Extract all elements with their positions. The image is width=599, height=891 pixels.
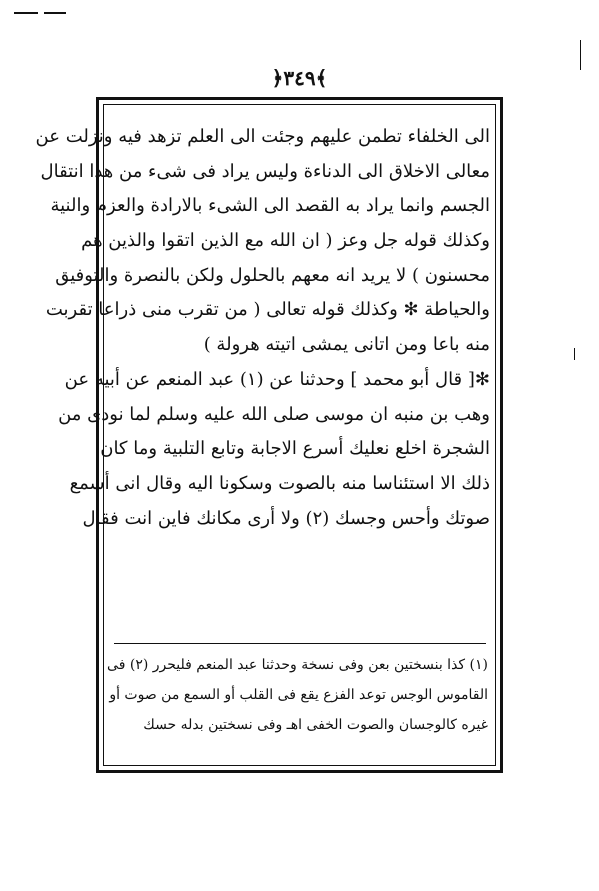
text-line: ذلك الا استئناسا منه بالصوت وسكونا اليه وقال انى أسمع [69, 472, 490, 494]
corner-mark-left [14, 12, 38, 14]
text-line: معالى الاخلاق الى الدناءة وليس يراد فى شىء من هذا انتقال [40, 160, 490, 182]
footnote-divider [114, 643, 486, 644]
text-line: الى الخلفاء تطمن عليهم وجئت الى العلم تزهد فيه ونزلت عن [35, 126, 490, 147]
corner-mark-right [44, 12, 66, 14]
footnote-line: القاموس الوجس توعد الفزع يقع فى القلب أو السمع من صوت أو [109, 687, 488, 703]
text-line: محسنون ) لا يريد انه معهم بالحلول ولكن بالنصرة والتوفيق [55, 264, 490, 286]
page-number: ﴿٣٤٩﴾ [271, 66, 328, 90]
text-line: وهب بن منبه ان موسى صلى الله عليه وسلم لما نودى من [58, 403, 490, 425]
text-line: الجسم وانما يراد به القصد الى الشىء بالارادة والعزم والنية [50, 195, 490, 217]
body-text [35, 120, 490, 536]
text-line: صوتك وأحس وجسك (٢) ولا أرى مكانك فاين انت فقال [82, 507, 490, 529]
text-line: ✻[ قال أبو محمد ] وحدثنا عن (١) عبد المنعم عن أبيه عن [64, 368, 490, 390]
footnote-line: (١) كذا بنسختين بعن وفى نسخة وحدثنا عبد المنعم فليحرر (٢) فى [107, 657, 488, 673]
text-line: وكذلك قوله جل وعز ( ان الله مع الذين اتقوا والذين هم [81, 230, 490, 252]
text-line: والحياطة ✻ وكذلك قوله تعالى ( من تقرب منى ذراعا تقربت [45, 299, 490, 321]
footnotes [107, 650, 488, 740]
edge-mark-middle [574, 348, 575, 360]
footnote-line: غيره كالوجسان والصوت الخفى اهـ وفى نسختين بدله حسك [143, 717, 488, 733]
text-line: منه باعا ومن اتانى يمشى اتيته هرولة ) [203, 334, 490, 356]
text-line: الشجرة اخلع نعليك أسرع الاجابة وتابع التلبية وما كان [100, 438, 490, 460]
